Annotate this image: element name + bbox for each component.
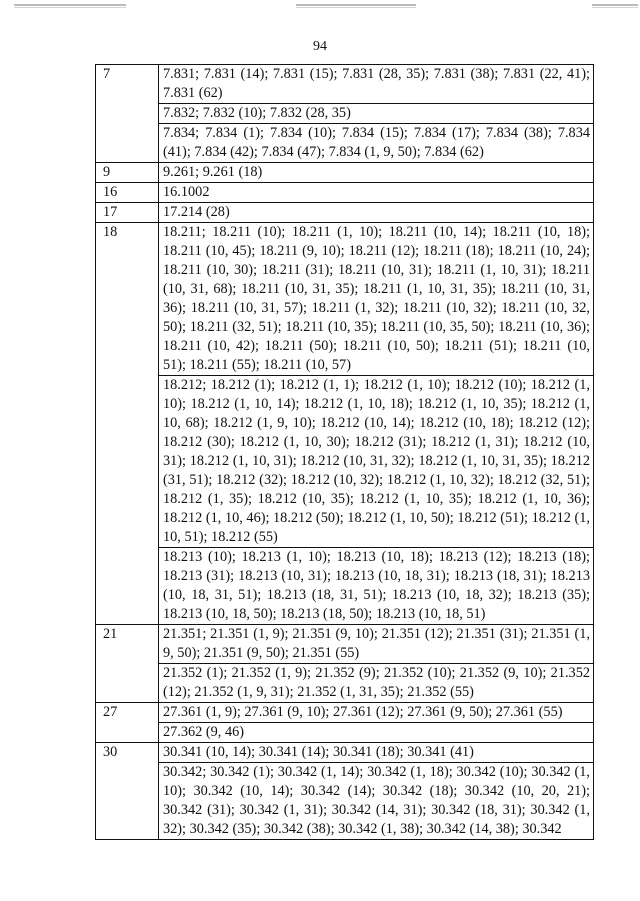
entry-cell: 7.832; 7.832 (10); 7.832 (28, 35) xyxy=(159,104,594,124)
scan-artifact-right xyxy=(592,4,638,10)
entry-cell: 7.831; 7.831 (14); 7.831 (15); 7.831 (28, 35); 7.831 (38); 7.831 (22, 41); 7.831 (62) xyxy=(159,65,594,104)
entry-cell: 30.341 (10, 14); 30.341 (14); 30.341 (18); 30.341 (41) xyxy=(159,743,594,763)
entry-cell: 9.261; 9.261 (18) xyxy=(159,163,594,183)
table-row xyxy=(96,104,594,124)
table-row xyxy=(96,223,594,376)
entry-cell: 27.361 (1, 9); 27.361 (9, 10); 27.361 (12); 27.361 (9, 50); 27.361 (55) xyxy=(159,703,594,723)
scan-artifact-left xyxy=(14,4,126,10)
section-number-cell: 21 xyxy=(96,625,159,703)
entry-cell: 16.1002 xyxy=(159,183,594,203)
entry-cell: 18.213 (10); 18.213 (1, 10); 18.213 (10, 18); 18.213 (12); 18.213 (18); 18.213 (31); 18.213 (10, 31); 18.213 (10, 18, 31); 18.213 (18, 31); 18.213 (10, 18, 31, 51); 18.213 (18, 31, 51); 18.213 (10, 18, 32); 18.213 (35); 18.213 (10, 18, 50); 18.213 (18, 50); 18.213 (10, 18, 51) xyxy=(159,548,594,625)
table-row xyxy=(96,65,594,104)
table-row xyxy=(96,743,594,763)
entry-cell: 18.212; 18.212 (1); 18.212 (1, 1); 18.212 (1, 10); 18.212 (10); 18.212 (1, 10); 18.212 (1, 10, 14); 18.212 (1, 10, 18); 18.212 (1, 10, 35); 18.212 (1, 10, 68); 18.212 (1, 9, 10); 18.212 (10, 14); 18.212 (10, 18); 18.212 (12); 18.212 (30); 18.212 (1, 10, 30); 18.212 (31); 18.212 (1, 31); 18.212 (10, 31); 18.212 (1, 10, 31); 18.212 (10, 31, 32); 18.212 (1, 10, 31, 35); 18.212 (31, 51); 18.212 (32); 18.212 (10, 32); 18.212 (1, 10, 32); 18.212 (32, 51); 18.212 (1, 35); 18.212 (10, 35); 18.212 (1, 10, 35); 18.212 (1, 10, 36); 18.212 (1, 10, 46); 18.212 (50); 18.212 (1, 10, 50); 18.212 (51); 18.212 (1, 10, 51); 18.212 (55) xyxy=(159,376,594,548)
table-row xyxy=(96,163,594,183)
index-table xyxy=(95,64,594,840)
table-row xyxy=(96,203,594,223)
entry-cell: 21.351; 21.351 (1, 9); 21.351 (9, 10); 21.351 (12); 21.351 (31); 21.351 (1, 9, 50); 21.351 (9, 50); 21.351 (55) xyxy=(159,625,594,664)
entry-cell: 18.211; 18.211 (10); 18.211 (1, 10); 18.211 (10, 14); 18.211 (10, 18); 18.211 (10, 45); 18.211 (9, 10); 18.211 (12); 18.211 (18); 18.211 (10, 24); 18.211 (10, 30); 18.211 (31); 18.211 (10, 31); 18.211 (1, 10, 31); 18.211 (10, 31, 68); 18.211 (10, 31, 35); 18.211 (1, 10, 31, 35); 18.211 (10, 31, 36); 18.211 (10, 31, 57); 18.211 (1, 32); 18.211 (10, 32); 18.211 (10, 32, 50); 18.211 (32, 51); 18.211 (10, 35); 18.211 (10, 35, 50); 18.211 (10, 36); 18.211 (10, 42); 18.211 (50); 18.211 (10, 50); 18.211 (51); 18.211 (10, 51); 18.211 (55); 18.211 (10, 57) xyxy=(159,223,594,376)
section-number-cell: 30 xyxy=(96,743,159,840)
section-number-cell: 18 xyxy=(96,223,159,625)
scan-artifact-center xyxy=(296,4,416,10)
section-number-cell: 7 xyxy=(96,65,159,163)
page-number: 94 xyxy=(313,39,327,54)
entry-cell: 30.342; 30.342 (1); 30.342 (1, 14); 30.342 (1, 18); 30.342 (10); 30.342 (1, 10); 30.342 (10, 14); 30.342 (14); 30.342 (18); 30.342 (10, 20, 21); 30.342 (31); 30.342 (1, 31); 30.342 (14, 31); 30.342 (18, 31); 30.342 (1, 32); 30.342 (35); 30.342 (38); 30.342 (1, 38); 30.342 (14, 38); 30.342 xyxy=(159,763,594,840)
entry-cell: 7.834; 7.834 (1); 7.834 (10); 7.834 (15); 7.834 (17); 7.834 (38); 7.834 (41); 7.834 (42); 7.834 (47); 7.834 (1, 9, 50); 7.834 (62) xyxy=(159,124,594,163)
table-row xyxy=(96,183,594,203)
section-number-cell: 17 xyxy=(96,203,159,223)
section-number-cell: 16 xyxy=(96,183,159,203)
table-row xyxy=(96,723,594,743)
table-row xyxy=(96,703,594,723)
entry-cell: 21.352 (1); 21.352 (1, 9); 21.352 (9); 21.352 (10); 21.352 (9, 10); 21.352 (12); 21.352 (1, 9, 31); 21.352 (1, 31, 35); 21.352 (55) xyxy=(159,664,594,703)
table-row xyxy=(96,625,594,664)
section-number-cell: 27 xyxy=(96,703,159,743)
table-row xyxy=(96,376,594,548)
section-number-cell: 9 xyxy=(96,163,159,183)
table-row xyxy=(96,664,594,703)
table-row xyxy=(96,763,594,840)
table-row xyxy=(96,124,594,163)
entry-cell: 27.362 (9, 46) xyxy=(159,723,594,743)
entry-cell: 17.214 (28) xyxy=(159,203,594,223)
table-row xyxy=(96,548,594,625)
